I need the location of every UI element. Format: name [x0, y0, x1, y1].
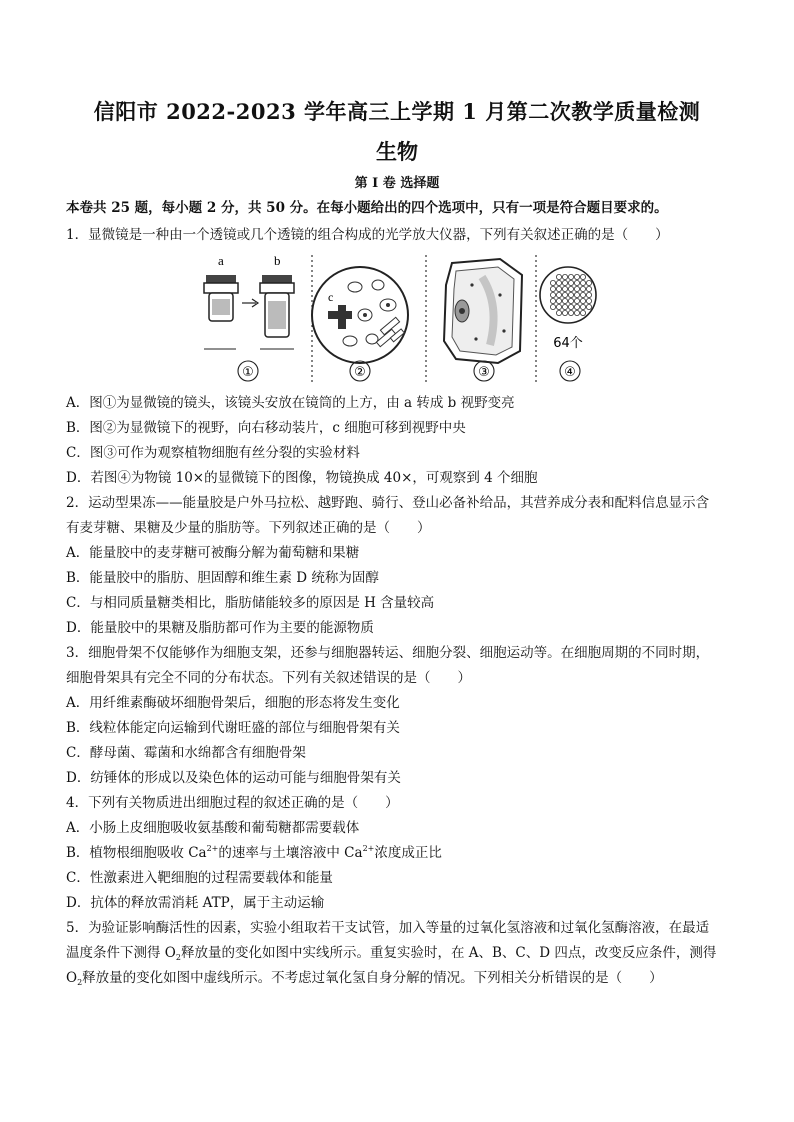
q4-option-b [66, 844, 754, 862]
label-n2: ② [354, 365, 366, 380]
label-n4: ④ [564, 365, 576, 380]
q4-option-c: C．性激素进入靶细胞的过程需要载体和能量 [66, 870, 333, 886]
label-n3: ③ [478, 365, 490, 380]
q5-l2-post: 释放量的变化如图中实线所示。重复实验时，在 A、B、C、D 四点，改变反应条件，测得 [180, 945, 717, 961]
q4-b-post: 浓度成正比 [374, 845, 442, 861]
instructions: 本卷共 25 题，每小题 2 分，共 50 分。在每小题给出的四个选项中，只有一项是符合题目要求的。 [66, 200, 668, 216]
label-64: 64个 [553, 336, 583, 351]
q2-option-b: B．能量胶中的脂肪、胆固醇和维生素 D 统称为固醇 [66, 570, 379, 586]
q2-option-c: C．与相同质量糖类相比，脂肪储能较多的原因是 H 含量较高 [66, 595, 435, 611]
plant-cell [444, 259, 522, 381]
q3-option-a: A．用纤维素酶破坏细胞骨架后，细胞的形态将发生变化 [66, 695, 400, 711]
q1-option-b: B．图②为显微镜下的视野，向右移动装片，c 细胞可移到视野中央 [66, 420, 466, 436]
q5-l3-pre: O [66, 970, 78, 986]
q5-l2-sub: 2 [175, 953, 181, 962]
label-a: a [218, 255, 224, 268]
q5-l3-post: 释放量的变化如图中虚线所示。不考虑过氧化氢自身分解的情况。下列相关分析错误的是（ ） [82, 970, 663, 986]
label-b: b [274, 255, 281, 268]
q5-stem-line1: 5．为验证影响酶活性的因素，实验小组取若干支试管，加入等量的过氧化氢溶液和过氧化氢酶溶液，在最适 [66, 920, 710, 936]
q5-stem-line2 [66, 944, 754, 962]
q3-stem-line2: 细胞骨架具有完全不同的分布状态。下列有关叙述错误的是（ ） [66, 670, 471, 686]
field-of-view [312, 267, 408, 381]
exam-title: 信阳市 2022-2023 学年高三上学期 1 月第二次教学质量检测 [93, 99, 701, 124]
q3-stem-line1: 3．细胞骨架不仅能够作为细胞支架，还参与细胞器转运、细胞分裂、细胞运动等。在细胞周期的不同时期， [66, 645, 710, 661]
q2-stem-line1: 2．运动型果冻——能量胶是户外马拉松、越野跑、骑行、登山必备补给品，其营养成分表和配料信息显示含 [66, 495, 710, 511]
subject-title: 生物 [376, 139, 418, 164]
lens-panel [204, 255, 294, 381]
q1-option-d: D．若图④为物镜 10×的显微镜下的图像，物镜换成 40×，可观察到 4 个细胞 [66, 470, 538, 486]
q1-stem: 1．显微镜是一种由一个透镜或几个透镜的组合构成的光学放大仪器，下列有关叙述正确的是（ ） [66, 227, 669, 243]
q1-option-a: A．图①为显微镜的镜头，该镜头安放在镜筒的上方，由 a 转成 b 视野变亮 [66, 395, 515, 411]
label-c: c [328, 290, 334, 304]
section-title: 第 Ⅰ 卷 选择题 [354, 176, 440, 191]
q3-option-c: C．酵母菌、霉菌和水绵都含有细胞骨架 [66, 745, 306, 761]
q4-option-d: D．抗体的释放需消耗 ATP，属于主动运输 [66, 895, 325, 911]
q4-stem: 4．下列有关物质进出细胞过程的叙述正确的是（ ） [66, 795, 399, 811]
cell-grid-view [540, 267, 596, 381]
q5-l3-sub: 2 [77, 978, 83, 987]
q4-b-pre: B．植物根细胞吸收 Ca [66, 845, 207, 861]
q3-option-b: B．线粒体能定向运输到代谢旺盛的部位与细胞骨架有关 [66, 720, 400, 736]
q2-option-d: D．能量胶中的果糖及脂肪都可作为主要的能源物质 [66, 620, 374, 636]
q4-b-mid: 的速率与土壤溶液中 Ca [218, 845, 363, 861]
q2-stem-line2: 有麦芽糖、果糖及少量的脂肪等。下列叙述正确的是（ ） [66, 520, 431, 536]
q4-b-sup2: 2+ [362, 844, 375, 853]
q1-option-c: C．图③可作为观察植物细胞有丝分裂的实验材料 [66, 445, 360, 461]
q2-option-a: A．能量胶中的麦芽糖可被酶分解为葡萄糖和果糖 [66, 545, 360, 561]
label-n1: ① [242, 365, 254, 380]
q5-l2-pre: 温度条件下测得 O [66, 945, 176, 961]
q3-option-d: D．纺锤体的形成以及染色体的运动可能与细胞骨架有关 [66, 770, 401, 786]
q4-option-a: A．小肠上皮细胞吸收氨基酸和葡萄糖都需要载体 [66, 820, 360, 836]
q4-b-sup1: 2+ [206, 844, 219, 853]
q5-stem-line3 [66, 969, 754, 987]
microscope-figure [200, 255, 598, 385]
